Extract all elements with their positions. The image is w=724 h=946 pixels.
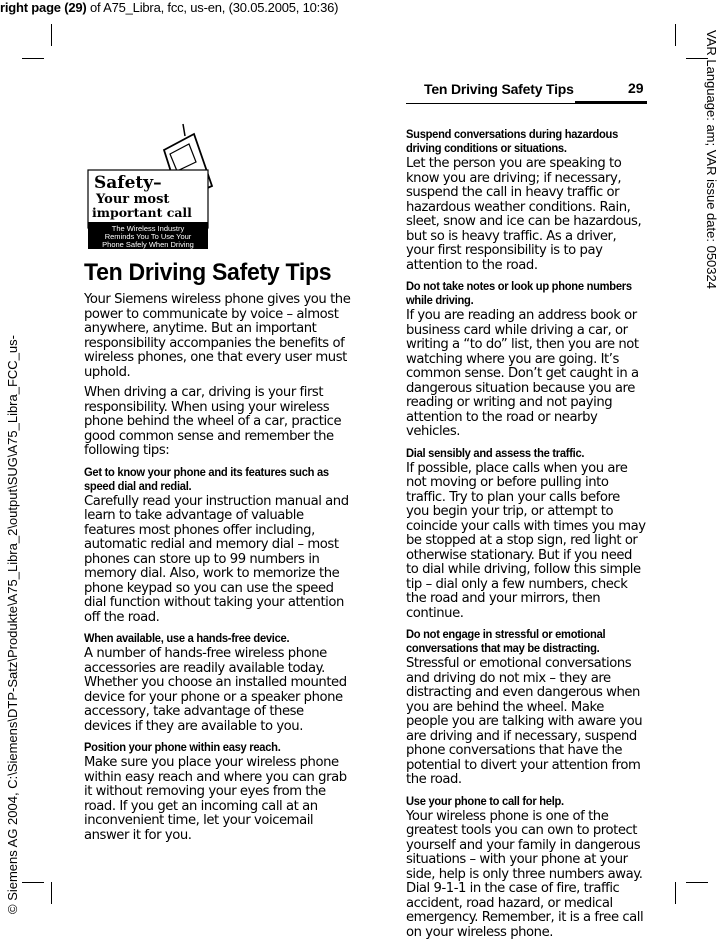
page-title: Ten Driving Safety Tips [84, 259, 332, 286]
crop-mark [686, 882, 708, 883]
header-rule [406, 103, 575, 104]
header-rule-thick [575, 101, 647, 104]
tip-heading: Do not take notes or look up phone numbers while driving. [406, 279, 632, 307]
crop-mark [675, 882, 676, 904]
copyright-path: © Siemens AG 2004, C:\Siemens\DTP-Satz\Produkte\A75_Libra_2\output\SUG\A75_Libra_FCC_us- [5, 335, 20, 914]
logo-line-2: Your most [96, 192, 170, 207]
tip-body: If you are reading an address book or business card while driving a car, or writing a “to do” list, then you are not watching where you are going. It’s common sense. Don’t get caught in a dangerous situation because you are reading or writing and not paying attention to the road or nearby vehicles. [406, 308, 639, 439]
intro-paragraph: When driving a car, driving is your first responsibility. When using your wireless phone behind the wheel of a car, practice good common sense and remember the following tips: [84, 385, 342, 458]
tip-heading: Do not engage in stressful or emotional conversations that may be distracting. [406, 627, 606, 655]
tip-heading: Suspend conversations during hazardous driving conditions or situations. [406, 127, 619, 155]
tip-heading: Position your phone within easy reach. [84, 740, 281, 754]
tip-heading: Dial sensibly and assess the traffic. [406, 445, 585, 460]
intro-paragraph: Your Siemens wireless phone gives you the power to communicate by voice – almost anywhere, anytime. But an important responsibility accompanies the benefits of wireless phones, one that every user must uphold. [84, 292, 351, 380]
slug-file-info: of A75_Libra, fcc, us-en, (30.05.2005, 10:36) [86, 0, 339, 15]
tip-body: Make sure you place your wireless phone within easy reach and where you can grab it without removing your eyes from the road. If you get an incoming call at an inconvenient time, let your voicemail answer it for you. [84, 755, 347, 843]
logo-tagline-1: The Wireless Industry [111, 224, 185, 233]
tip-body: If possible, place calls when you are not moving or before pulling into traffic. Try to plan your calls before you begin your trip, or attempt to coincide your calls with times you may be stopped at a stop sign, red light or otherwise stationary. But if you need to dial while driving, follow this simple tip – dial only a few numbers, check the road and your mirrors, then continue. [406, 460, 646, 621]
tip-body: Carefully read your instruction manual and learn to take advantage of valuable features most phones offer including, automatic redial and memory dial – most phones can store up to 99 numbers in memory dial. Also, work to memorize the phone keypad so you can use the speed dial function without taking your attention off the road. [84, 493, 349, 625]
left-column [84, 293, 352, 849]
crop-mark [51, 882, 52, 904]
running-header: Ten Driving Safety Tips [424, 81, 574, 97]
tip-heading: Get to know your phone and its features such as speed dial and redial. [84, 464, 329, 493]
page-number: 29 [628, 80, 644, 96]
tip-heading: Use your phone to call for help. [406, 793, 564, 808]
right-column [406, 124, 646, 946]
tip-body: Let the person you are speaking to know you are driving; if necessary, suspend the call in heavy traffic or hazardous weather conditions. Rain, sleet, snow and ice can be hazardous, but so is heavy traffic. As a driver, your first responsibility is to pay attention to the road. [406, 156, 642, 273]
var-language-info: VAR Language: am; VAR issue date: 050324 [704, 30, 719, 289]
tip-body: A number of hands-free wireless phone accessories are readily available today. Whether you choose an installed mounted device for your phone or a speaker phone accessory, take advantage of these devices if they are available to you. [84, 646, 347, 734]
slug-page-ref: right page (29) [0, 0, 87, 15]
crop-mark [675, 24, 676, 46]
logo-line-1: Safety– [94, 173, 162, 193]
crop-mark [22, 58, 44, 59]
tip-body: Stressful or emotional conversations and driving do not mix – they are distracting and even dangerous when you are behind the wheel. Make people you are talking with aware you are driving and if necessary, suspend phone conversations that have the potential to divert your attention from the road. [406, 656, 643, 787]
logo-tagline-3: Phone Safely When Driving [102, 240, 194, 249]
tip-heading: When available, use a hands-free device. [84, 631, 290, 645]
logo-tagline-2: Reminds You To Use Your [104, 232, 192, 241]
logo-line-3: important call [92, 205, 192, 220]
crop-mark [22, 882, 44, 883]
print-slug [0, 0, 338, 16]
crop-mark [51, 24, 52, 46]
safety-logo [86, 120, 226, 252]
tip-body: Your wireless phone is one of the greatest tools you can own to protect yourself and your family in dangerous situations – with your phone at your side, help is only three numbers away. Dial 9-1-1 in the case of fire, traffic accident, road hazard, or medical emergency. Remember, it is a free call on your wireless phone. [406, 808, 644, 940]
